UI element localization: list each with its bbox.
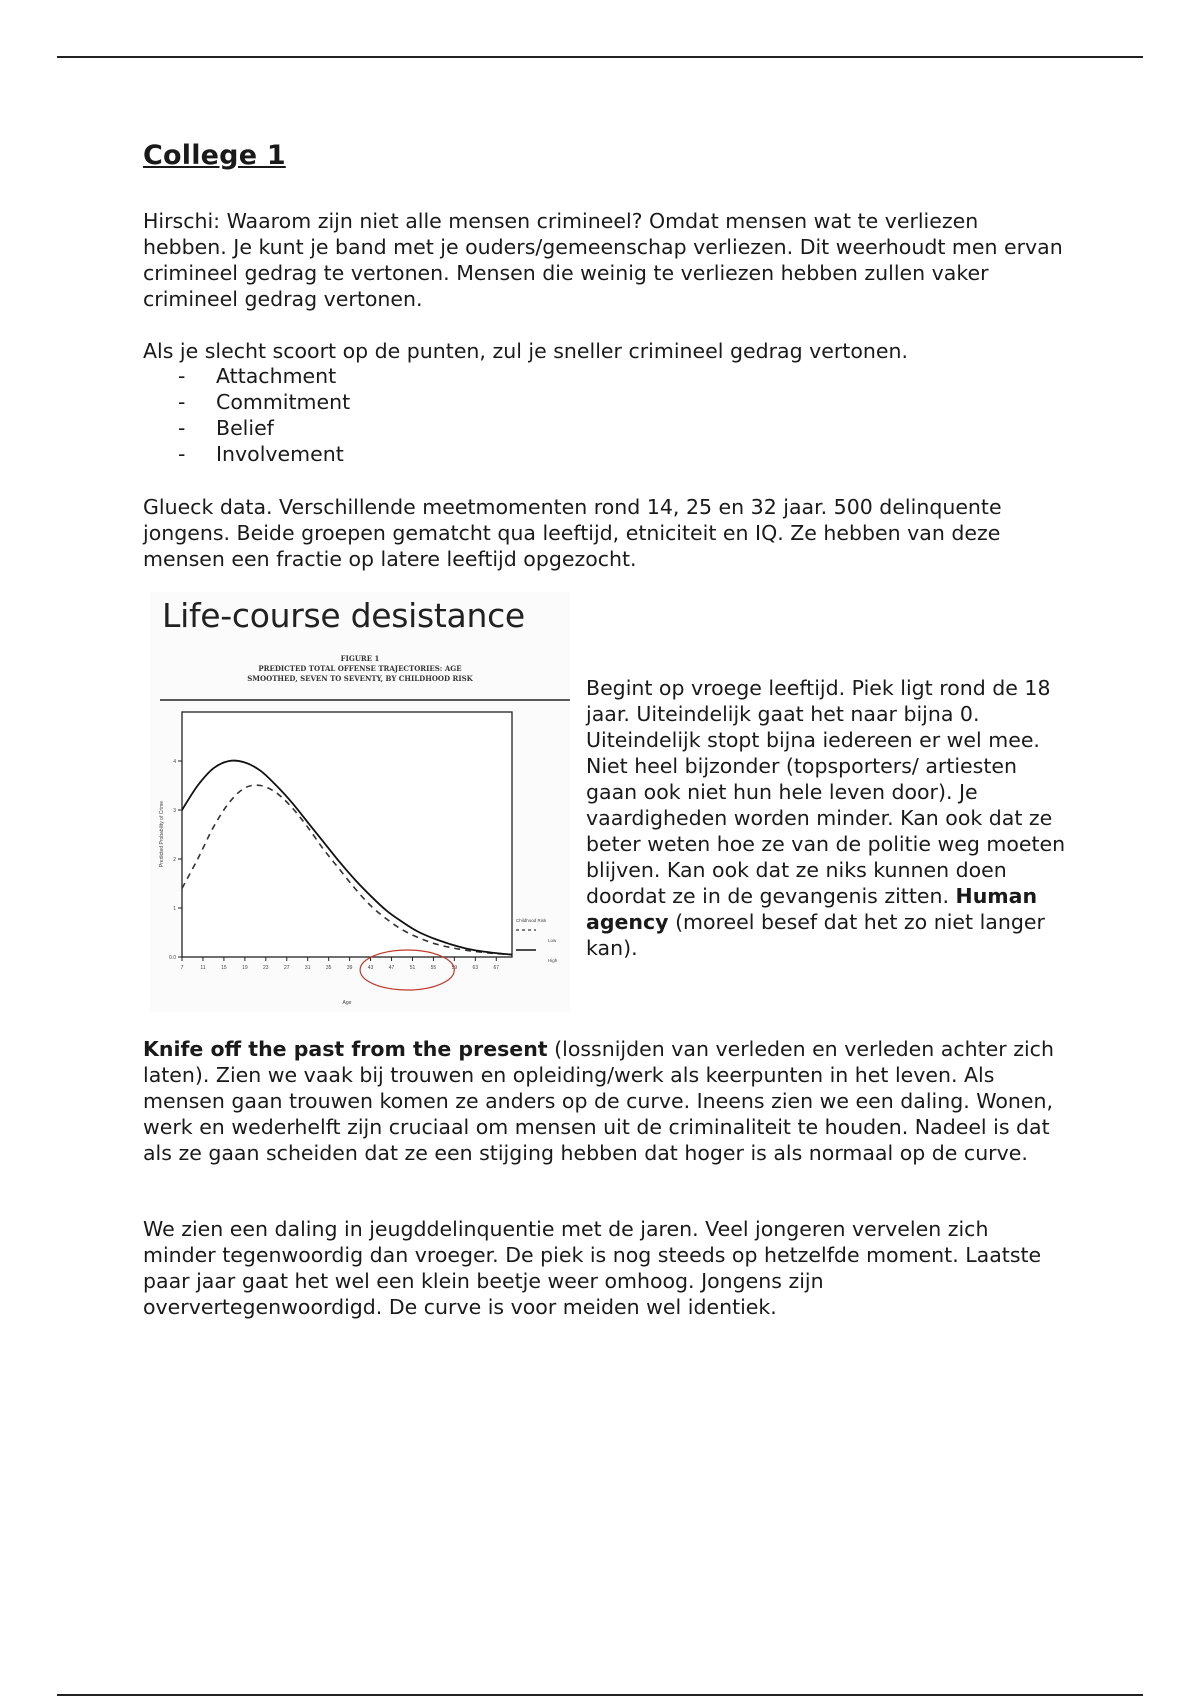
- control-bonds-list: [178, 363, 350, 467]
- x-axis-label: Age: [342, 1000, 352, 1006]
- x-tick-label: 55: [430, 965, 437, 971]
- x-tick-label: 39: [346, 965, 353, 971]
- knife-off-term: Knife off the past from the present: [143, 1037, 548, 1061]
- paragraph-decline: We zien een daling in jeugddelinquentie met de jaren. Veel jongeren vervelen zich minder tegenwoordig dan vroeger. De piek is nog steeds op hetzelfde moment. Laatste paar jaar gaat het wel een klein beetje weer omhoog. Jongens zijn oververtegenwoordigd. De curve is voor meiden wel identiek.: [143, 1217, 1042, 1319]
- paragraph-intro-list: Als je slecht scoort op de punten, zul je sneller crimineel gedrag vertonen.: [143, 339, 908, 363]
- paragraph-hirschi: Hirschi: Waarom zijn niet alle mensen crimineel? Omdat mensen wat te verliezen hebben. Je kunt je band met je ouders/gemeenschap verliezen. Dit weerhoudt men ervan crimineel gedrag te vertonen. Mensen die weinig te verliezen hebben zullen vaker crimineel gedrag vertonen.: [143, 209, 1063, 311]
- paragraph-knife-off: Knife off the past from the present (lossnijden van verleden en verleden achter zich laten). Zien we vaak bij trouwen en opleiding/werk als keerpunten in het leven. Als mensen gaan trouwen komen ze anders op de curve. Ineens zien we een daling. Wonen, werk en wederhelft zijn cruciaal om mensen uit de criminaliteit te houden. Nadeel is dat als ze gaan scheiden dat ze een stijging hebben dat hoger is als normaal op de curve.: [143, 1037, 1054, 1165]
- dash-bullet: -: [178, 442, 186, 466]
- y-tick-label: 0.0: [169, 955, 176, 961]
- figure-caption: FIGURE 1 PREDICTED TOTAL OFFENSE TRAJECTORIES: AGE SMOOTHED, SEVEN TO SEVENTY, BY CHILDHOOD RISK: [247, 654, 473, 683]
- figure-explanation: Begint op vroege leeftijd. Piek ligt rond de 18 jaar. Uiteindelijk gaat het naar bijna 0. Uiteindelijk stopt bijna iedereen er wel mee. Niet heel bijzonder (topsporters/ artiesten gaan ook niet hun hele leven door). Je vaardigheden worden minder. Kan ook dat ze beter weten hoe ze van de politie weg moeten blijven. Kan ook dat ze niks kunnen doen doordat ze in de gevangenis zitten. Human agency (moreel besef dat het zo niet langer kan).: [586, 676, 1066, 960]
- dash-bullet: -: [178, 390, 186, 414]
- x-tick-label: 15: [221, 965, 227, 971]
- x-tick-label: 63: [472, 965, 479, 971]
- x-tick-label: 67: [493, 965, 500, 971]
- x-tick-label: 47: [388, 965, 395, 971]
- legend-label-low: Low: [548, 938, 557, 943]
- chart-legend: [516, 918, 558, 963]
- y-tick-label: 1: [173, 906, 176, 912]
- x-tick-label: 11: [200, 965, 206, 971]
- legend-title: Childhood Risk: [516, 918, 547, 923]
- x-tick-label: 23: [263, 965, 269, 971]
- x-tick-label: 31: [304, 965, 311, 971]
- human-agency-term: Human agency: [586, 884, 1038, 934]
- x-tick-label: 43: [367, 965, 374, 971]
- plot-frame: [182, 712, 512, 957]
- page-title: College 1: [143, 140, 286, 171]
- figure-heading: Life-course desistance: [162, 596, 525, 635]
- dash-bullet: -: [178, 364, 186, 388]
- y-axis: [169, 759, 182, 961]
- x-tick-label: 7: [180, 965, 184, 971]
- dash-bullet: -: [178, 416, 186, 440]
- list-item: - Involvement: [178, 442, 344, 466]
- x-tick-label: 19: [242, 965, 248, 971]
- list-item: - Attachment: [178, 364, 337, 388]
- x-tick-label: 35: [325, 965, 332, 971]
- x-tick-label: 27: [283, 965, 290, 971]
- x-tick-label: 59: [451, 965, 458, 971]
- footer-rule: [57, 1694, 1143, 1696]
- y-axis-label: Predicted Probability of Crime: [159, 800, 165, 868]
- header-rule: [57, 56, 1143, 58]
- y-tick-label: 4: [173, 759, 176, 765]
- life-course-figure: [150, 592, 570, 1012]
- y-tick-label: 2: [173, 857, 176, 863]
- paragraph-glueck: Glueck data. Verschillende meetmomenten rond 14, 25 en 32 jaar. 500 delinquente jongens. Beide groepen gematcht qua leeftijd, etniciteit en IQ. Ze hebben van deze mensen een fractie op latere leeftijd opgezocht.: [143, 495, 1002, 571]
- y-tick-label: 3: [173, 808, 176, 814]
- trajectory-chart: [150, 592, 570, 1012]
- list-item: - Belief: [178, 416, 274, 440]
- x-axis: [181, 957, 500, 971]
- legend-label-high: High: [548, 958, 558, 963]
- x-tick-label: 51: [409, 965, 416, 971]
- list-item: - Commitment: [178, 390, 351, 414]
